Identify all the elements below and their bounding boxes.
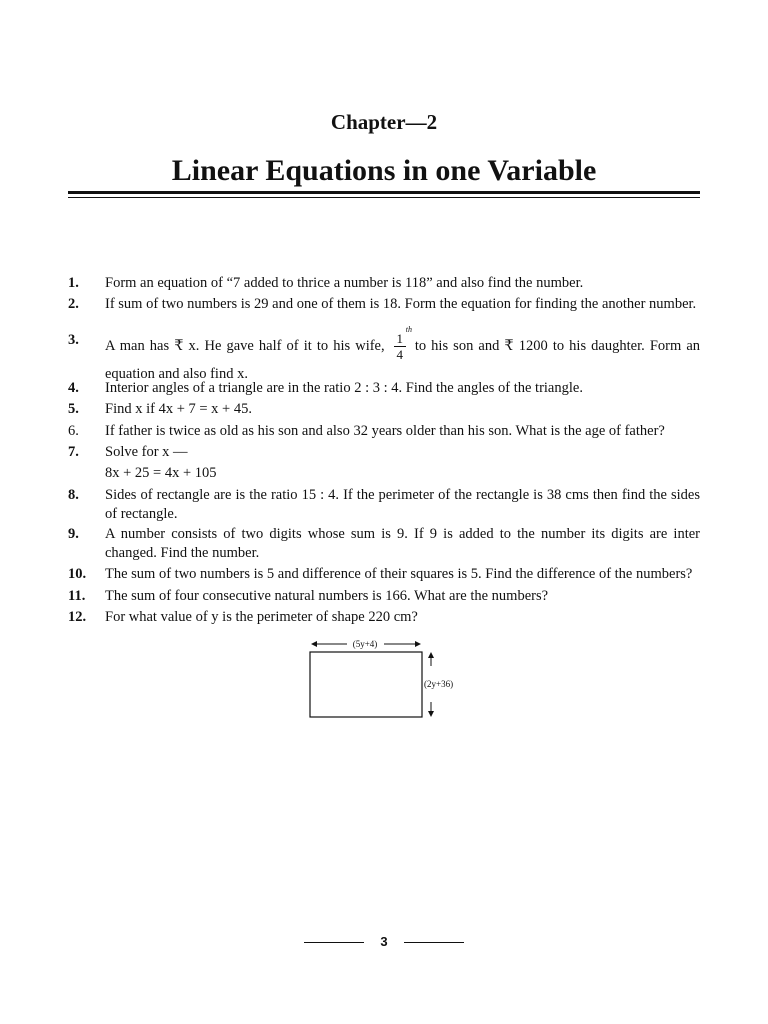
- equation: 8x + 25 = 4x + 105: [105, 465, 217, 481]
- question-number: 1.: [68, 275, 79, 291]
- page-number-rule-left: [304, 942, 364, 943]
- width-label: (5y+4): [352, 639, 378, 649]
- chapter-heading: Chapter—2: [330, 110, 438, 134]
- question-text: If sum of two numbers is 29 and one of them is 18. Form the equation for finding the another number.: [105, 296, 697, 312]
- question-number: 6.: [68, 423, 79, 439]
- question-number: 3.: [68, 332, 79, 348]
- question-item: [68, 325, 701, 386]
- question-item: [68, 274, 700, 293]
- question-number: 4.: [68, 380, 79, 396]
- question-text: Solve for x —: [105, 444, 188, 460]
- rectangle-shape: [310, 652, 422, 717]
- question-text: For what value of y is the perimeter of shape 220 cm?: [105, 609, 418, 625]
- question-number: 2.: [68, 296, 79, 312]
- rectangle-diagram: [300, 636, 470, 726]
- height-label: (2y+36): [424, 679, 454, 689]
- fraction-denominator: 4: [396, 347, 403, 362]
- question-number: 12.: [68, 609, 87, 625]
- question-item: [68, 486, 700, 524]
- question-item: [68, 379, 700, 398]
- question-text-part: to his son and ₹ 1200 to his daughter. Form an equation and also find x.: [105, 337, 701, 382]
- question-item: [68, 295, 700, 314]
- question-item: [68, 587, 700, 606]
- question-text: The sum of four consecutive natural numbers is 166. What are the numbers?: [105, 588, 549, 604]
- question-text: Find x if 4x + 7 = x + 45.: [105, 401, 252, 417]
- question-number: 8.: [68, 487, 79, 503]
- title-underline-thin: [68, 197, 700, 198]
- question-item: [68, 443, 700, 483]
- question-text: Form an equation of “7 added to thrice a number is 118” and also find the number.: [105, 275, 584, 291]
- question-number: 5.: [68, 401, 79, 417]
- fraction-numerator: 1: [394, 331, 406, 347]
- question-text: A number consists of two digits whose sum is 9. If 9 is added to the number its digits are inter changed. Find the number.: [105, 526, 700, 561]
- question-item: [68, 565, 700, 584]
- title-underline-thick: [68, 191, 700, 194]
- question-text-part: A man has ₹ x. He gave half of it to his wife,: [105, 337, 385, 354]
- question-text: If father is twice as old as his son and also 32 years older than his son. What is the age of father?: [105, 423, 665, 439]
- question-item: [68, 422, 700, 441]
- question-text: [105, 325, 701, 386]
- question-text: Interior angles of a triangle are in the ratio 2 : 3 : 4. Find the angles of the triangle.: [105, 380, 583, 396]
- page-title: Linear Equations in one Variable: [171, 154, 597, 187]
- question-number: 10.: [68, 566, 87, 582]
- question-number: 11.: [68, 588, 86, 604]
- question-item: [68, 525, 700, 563]
- question-text: Sides of rectangle are is the ratio 15 : 4. If the perimeter of the rectangle is 38 cms then find the sides of rectangle.: [105, 487, 700, 522]
- question-number: 9.: [68, 526, 79, 542]
- question-item: [68, 400, 700, 419]
- question-item: [68, 608, 700, 627]
- page-number-rule-right: [404, 942, 464, 943]
- fraction-superscript: th: [405, 325, 412, 334]
- question-text: The sum of two numbers is 5 and difference of their squares is 5. Find the difference of the numbers?: [105, 566, 693, 582]
- question-number: 7.: [68, 444, 79, 460]
- page-number: 3: [380, 934, 388, 949]
- fraction: [394, 325, 412, 362]
